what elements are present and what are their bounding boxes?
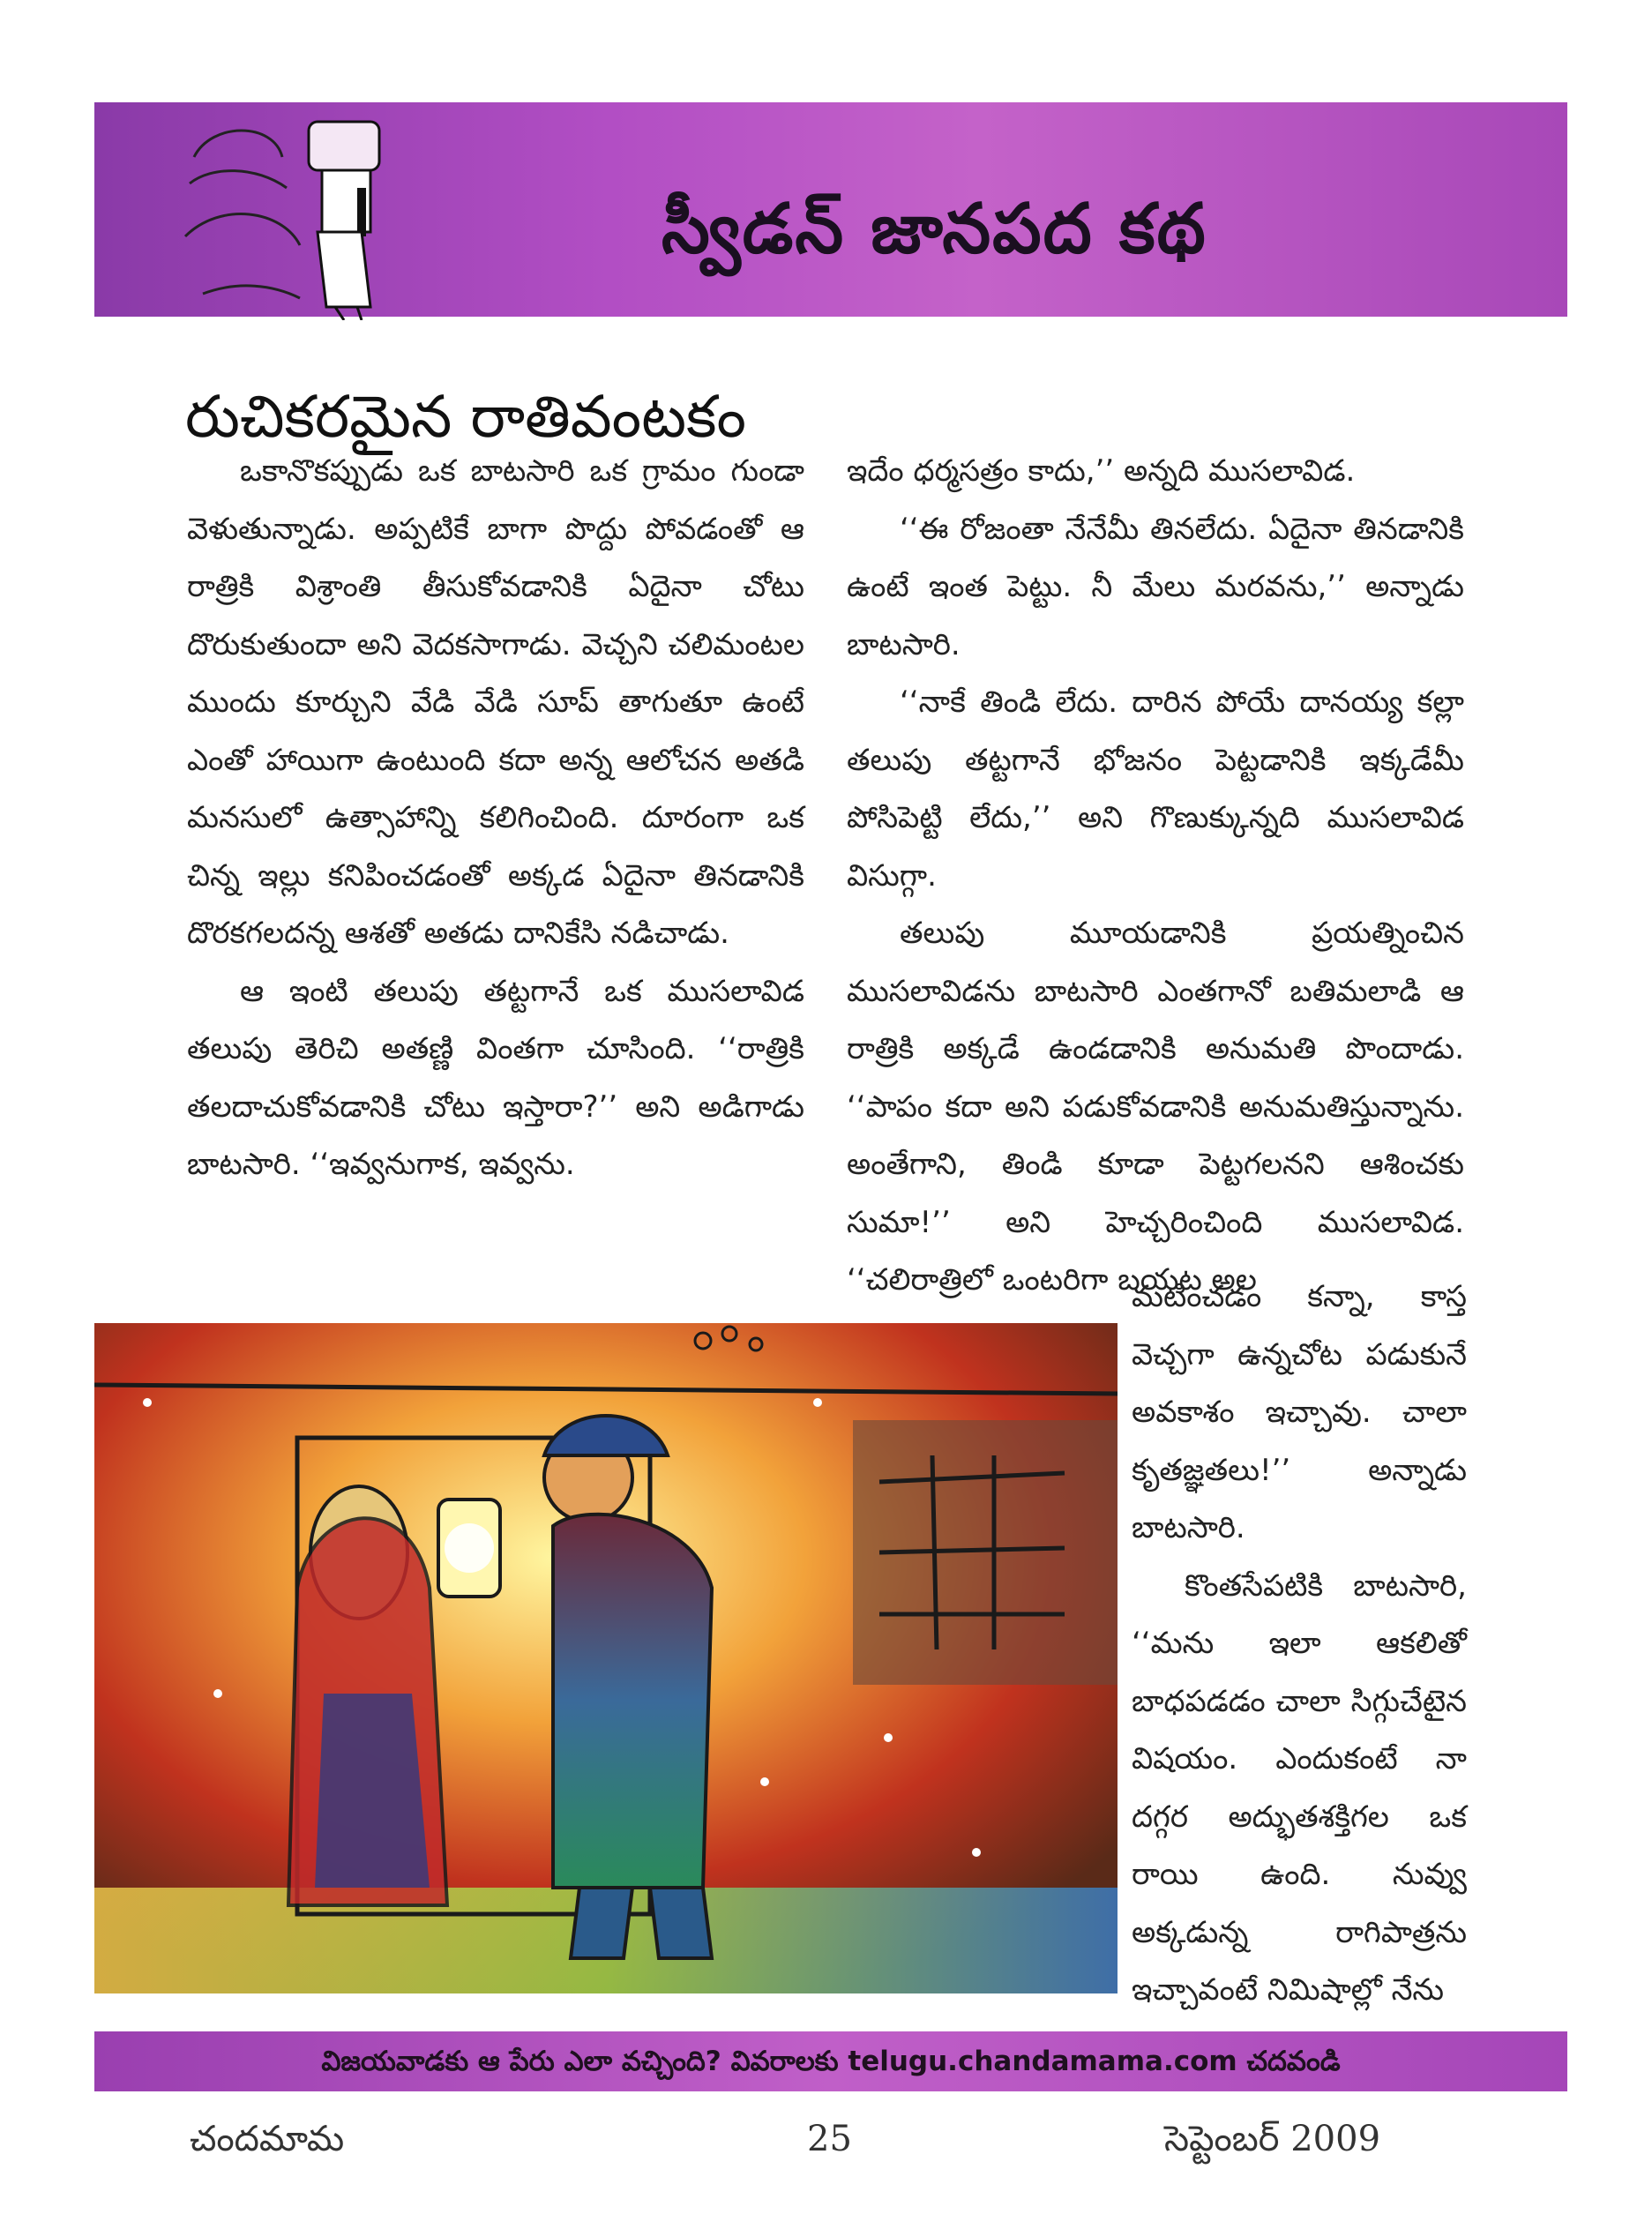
- paragraph: ‘‘నాకే తిండి లేదు. దారిన పోయే దానయ్య కల్లా తలుపు తట్టగానే భోజనం పెట్టడానికి ఇక్కడేమీ పోసిపెట్టి లేదు,’’ అని గొణుక్కున్నది ముసలావిడ విసుగ్గా.: [847, 684, 1464, 894]
- story-title: రుచికరమైన రాతివంటకం: [185, 383, 746, 452]
- paragraph: మటించడం కన్నా, కాస్త వెచ్చగా ఉన్నచోట పడుకునే అవకాశం ఇచ్చావు. చాలా కృతజ్ఞతలు!’’ అన్నాడు బాటసారి.: [1132, 1279, 1467, 1545]
- paragraph: కొంతసేపటికి బాటసారి, ‘‘మను ఇలా ఆకలితో బాధపడడం చాలా సిగ్గుచేటైన విషయం. ఎందుకంటే నా దగ్గర అద్భుతశక్తిగల ఒక రాయి ఉంది. నువ్వు అక్కడున్న రాగిపాత్రను ఇచ్చావంటే నిమిషాల్లో నేను: [1132, 1567, 1467, 2008]
- promo-text: విజయవాడకు ఆ పేరు ఎలా వచ్చింది? వివరాలకు telugu.chandamama.com చదవండి: [321, 2046, 1341, 2077]
- farmer-sketch-icon: [176, 104, 441, 320]
- right-column-top: [847, 443, 1464, 1310]
- promo-band: [94, 2031, 1567, 2091]
- page-number: 25: [807, 2119, 852, 2159]
- paragraph: ‘‘ఈ రోజంతా నేనేమీ తినలేదు. ఏదైనా తినడానికి ఉంటే ఇంత పెట్టు. నీ మేలు మరవను,’’ అన్నాడు బాటసారి.: [847, 511, 1464, 662]
- left-column: [187, 443, 804, 1194]
- old-woman-and-traveler-at-door-illustration: [94, 1323, 1118, 1993]
- paragraph: తలుపు మూయడానికి ప్రయత్నించిన ముసలావిడను బాటసారి ఎంతగానో బతిమలాడి ఆ రాత్రికి అక్కడే ఉండడానికి అనుమతి పొందాడు. ‘‘పాపం కదా అని పడుకోవడానికి అనుమతిస్తున్నాను. అంతేగాని, తిండి కూడా పెట్టగలనని ఆశించకు సుమా!’’ అని హెచ్చరించింది ముసలావిడ. ‘‘చలిరాత్రిలో ఒంటరిగా బయట అల: [847, 916, 1464, 1298]
- paragraph: ఆ ఇంటి తలుపు తట్టగానే ఒక ముసలావిడ తలుపు తెరిచి అతణ్ణి వింతగా చూసింది. ‘‘రాత్రికి తలదాచుకోవడానికి చోటు ఇస్తారా?’’ అని అడిగాడు బాటసారి. ‘‘ఇవ్వనుగాక, ఇవ్వను.: [187, 973, 804, 1182]
- paragraph: ఒకానొకప్పుడు ఒక బాటసారి ఒక గ్రామం గుండా వెళుతున్నాడు. అప్పటికే బాగా పొద్దు పోవడంతో ఆ రాత్రికి విశ్రాంతి తీసుకోవడానికి ఏదైనా చోటు దొరుకుతుందా అని వెదకసాగాడు. వెచ్చని చలిమంటల ముందు కూర్చుని వేడి వేడి సూప్ తాగుతూ ఉంటే ఎంతో హాయిగా ఉంటుంది కదా అన్న ఆలోచన అతడి మనసులో ఉత్సాహాన్ని కలిగించింది. దూరంగా ఒక చిన్న ఇల్లు కనిపించడంతో అక్కడ ఏదైనా తినడానికి దొరకగలదన్న ఆశతో అతడు దానికేసి నడిచాడు.: [187, 453, 804, 951]
- issue-date: సెప్టెంబర్ 2009: [1164, 2119, 1381, 2159]
- section-title: స్వీడన్ జానపద కథ: [662, 190, 1207, 269]
- magazine-name: చందమామ: [190, 2119, 345, 2159]
- paragraph: ఇదేం ధర్మసత్రం కాదు,’’ అన్నది ముసలావిడ.: [847, 453, 1356, 489]
- right-column-bottom: [1132, 1268, 1467, 2020]
